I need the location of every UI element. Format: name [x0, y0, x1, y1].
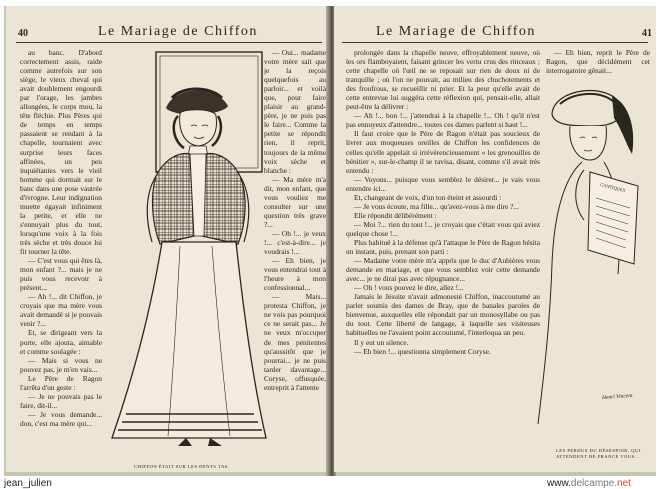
text-paragraph: Et, se dirigeant vers la porte, elle ajouta, aimable et comme soulagée : — [20, 328, 102, 356]
text-paragraph: — Ah !... bon !... j'attendrai à la chapelle !... Oh ! qu'il n'est pas ennuyeux d'attendre... toutes ces dames parlent si haut !... — [346, 111, 540, 130]
text-paragraph: — Madame votre mère m'a appris que le duc d'Aubières vous demande en mariage, et que vous semblez voir cette demande avec... je ne dirai pas avec répugnance... — [346, 256, 540, 284]
illustration-caption: CHIFFON ÉTAIT SUR LES DENTS TAS. — [134, 464, 230, 469]
book-spread — [4, 6, 656, 476]
chiffon-illustration — [90, 46, 268, 464]
text-paragraph: au banc. D'abord correctement assis, raide comme autrefois sur son siège, le vieux cheval qui avait doublement engourdi par l'orage, les jambes allongées, le corps mou, la tête fléchie. Plus Pères qui de temps en temps passaient se rendant à la chapelle, tournaient avec surprise leurs faces affinées, un peu inquiétantes vers le vieil homme qui dormait sur le banc dans une pose vautrée d'ivrogne. Leur indignation muette égayait infiniment la petite, et elle ne s'ennuyait plus du tout, lorsqu'une voix à la fois très sèche et très douce lui fit tourner la tête. — [20, 48, 102, 257]
text-paragraph: — Moi ?... rien du tout !... je croyais que c'était vous qui aviez quelque chose !... — [346, 219, 540, 238]
watermark-tld: .net — [614, 478, 631, 489]
text-paragraph: Jamais le Jésuite n'avait admonesté Chiffon, inaccoutumé au parler soumis des dames de Bray, que de banales paroles de bienvenue, auxquelles elle répondait par un monosyllabe ou pas du tout. Cette liberté de langage, à laquelle ses visiteuses habituelles ne l'avaient point accoutumé, l'interloqua un peu. — [346, 292, 540, 338]
left-running-title: Le Mariage de Chiffon — [98, 24, 258, 39]
text-paragraph: — Mais... protesta Chiffon, je ne vois pas pourquoi ce ne serait pas... Je ne veux m'occuper de mes pénitentes qu'aussitôt que je pourrai... je ne puis tarder davantage... Coryse, offusquée, entreprit à l'attente — [264, 292, 326, 392]
text-paragraph: — Je vous écoute, ma fille... qu'avez-vous à me dire ?... — [354, 201, 519, 211]
text-paragraph: — Voyons... puisque vous semblez le désirer... je vais vous entendre ici... — [346, 174, 540, 193]
text-paragraph: Il faut croire que le Père de Ragon n'était pas soucieux de livrer aux moqueuses oreilles de Chiffon les confidences de celles qu'elle appelait si irrévérencieusement « les grenouilles de bénitier », sur-le-champ il se ravisa, disant, comme s'il avait très entendu : — [346, 129, 540, 175]
text-paragraph: Elle répondit délibérément : — [354, 210, 437, 220]
illustration-caption: LES PERDUS DU DÉSESPOIR, QUI ATTENDENT DE FRANCE VOUS... — [556, 448, 641, 459]
right-running-title: Le Mariage de Chiffon — [376, 24, 536, 39]
watermark-brand: delcampe — [570, 478, 615, 489]
watermark-www: www. — [547, 478, 571, 489]
text-paragraph: — Mais si vous ne pouvez pas, je m'en vais... — [20, 355, 102, 374]
text-paragraph: — Ma mère m'a dit, mon enfant, que vous vouliez me consulter sur une question très grave ?... — [264, 174, 326, 229]
text-paragraph: Plus habitué à la défense qu'à l'attaque le Père de Ragon hésita un instant, puis, prenant son parti : — [346, 237, 540, 257]
header-rule — [16, 42, 322, 43]
text-paragraph: — Eh bien, reprit le Père de Ragon, que décidément cet interrogatoire gênait... — [546, 48, 650, 76]
text-paragraph: — Eh bien !... questionna simplement Coryse. — [354, 346, 491, 356]
left-page — [6, 6, 330, 472]
text-paragraph: prolongée dans la chapelle neuve, effroyablement neuve, où les ors flamboyaient, faisant grincer les vertu crus des rinceaux ; cette chapelle où l'œil ne se reposait sur rien de doux ni de tranquille ; où l'on ne pouvait, au milieu des chuchotements et des froufrous, se recueillir ni prier. Et la peur qu'elle avait de cette entrevue lui suggéra cette réflexion qui, pensait-elle, allait peut-être la délivrer : — [346, 48, 540, 112]
watermark-user: jean_julien — [4, 478, 52, 489]
text-paragraph: Et, changeant de voix, d'un ton éteint et assourdi : — [354, 192, 502, 202]
text-paragraph: Il y eut un silence. — [354, 337, 409, 347]
text-paragraph: — Oh !... je veux !... c'est-à-dire... je voudrais !... — [264, 228, 326, 257]
text-column — [346, 48, 540, 466]
artist-signature: Henri Vincent — [601, 392, 633, 402]
header-rule — [342, 42, 648, 43]
right-page — [334, 6, 656, 472]
left-page-number: 40 — [18, 28, 28, 39]
text-paragraph: Le Père de Ragon l'arrêta d'un geste : — [20, 373, 102, 392]
text-paragraph: — Eh bien, je vous entendrai tout à l'heure à mon confessionnal... — [264, 256, 326, 293]
text-column — [264, 48, 326, 466]
text-column — [546, 48, 650, 76]
song-sheet-title: CANTIQUES — [599, 181, 626, 194]
right-page-number: 41 — [642, 28, 652, 39]
text-paragraph: — Oh ! vous pouvez le dire, allez !... — [354, 283, 464, 293]
text-paragraph: — Oui... madame votre mère sait que je la reçois quelquefois au parloir... et voilà que, pour faire plaisir au grand-père, je ne puis pas le faire... Comme la petite se répondit rien, il reprit, toujours de la même voix sèche et blanche : — [264, 48, 326, 175]
reading-woman-illustration — [534, 74, 656, 434]
text-paragraph: — Je vous demande... don, c'est ma mère qui... — [20, 409, 102, 428]
watermark-site — [547, 478, 631, 489]
text-paragraph: — Ah !... dit Chiffon, je croyais que ma mère vous avait demandé si je pouvais venir ?... — [20, 292, 102, 329]
text-paragraph: — Je ne pouvais pas le faire, dit-il... — [20, 391, 102, 410]
text-paragraph: — C'est vous qui êtes là, mon enfant ?... mais je ne puis vous recevoir à présent... — [20, 256, 102, 293]
